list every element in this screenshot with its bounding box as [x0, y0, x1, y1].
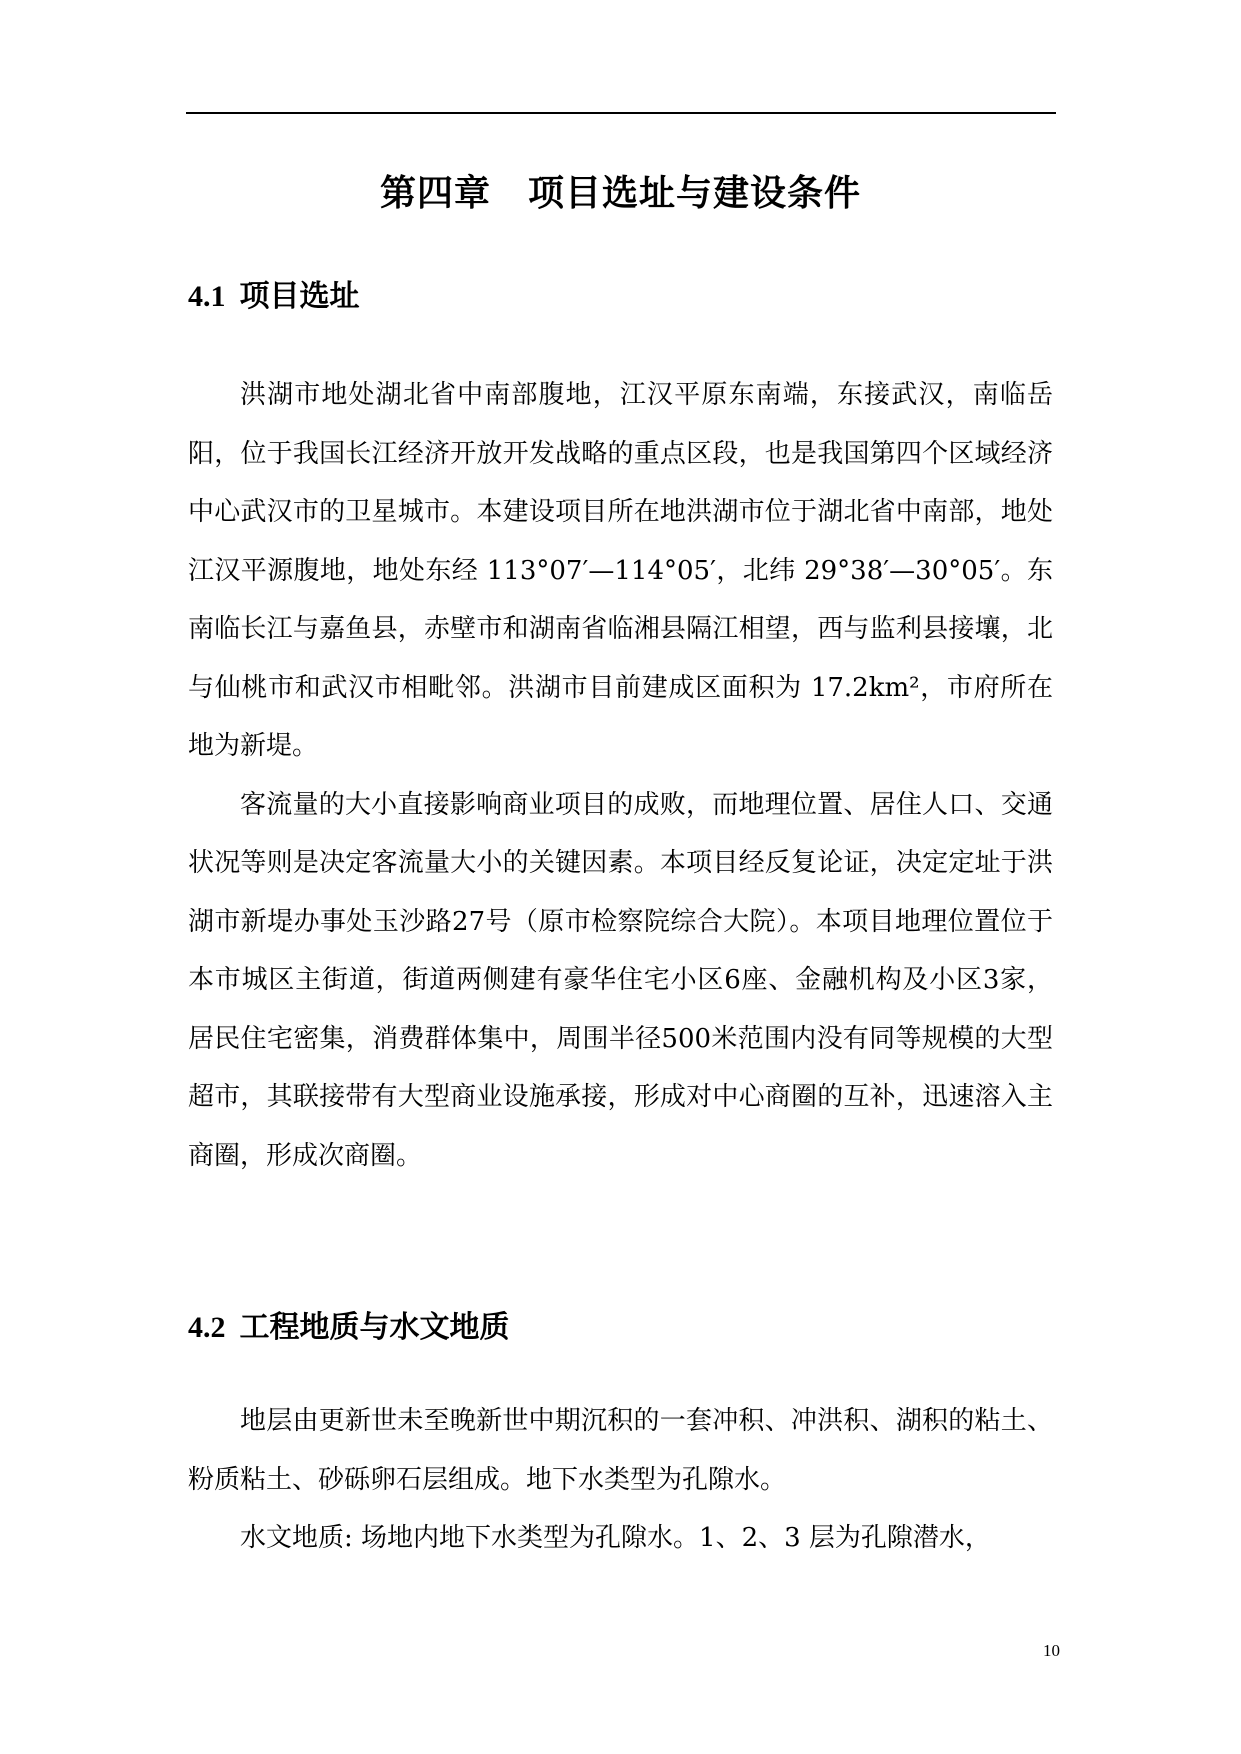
section-title: 项目选址: [239, 279, 360, 314]
paragraph: 客流量的大小直接影响商业项目的成败，而地理位置、居住人口、交通状况等则是决定客流量大小的关键因素。本项目经反复论证，决定定址于洪湖市新堤办事处玉沙路27号（原市检察院综合大院）。本项目地理位置位于本市城区主街道，街道两侧建有豪华住宅小区6座、金融机构及小区3家，居民住宅密集，消费群体集中，周围半径500米范围内没有同等规模的大型超市，其联接带有大型商业设施承接，形成对中心商圈的互补，迅速溶入主商圈，形成次商圈。: [188, 789, 1053, 1171]
paragraph: 地层由更新世未至晚新世中期沉积的一套冲积、冲洪积、湖积的粘土、粉质粘土、砂砾卵石层组成。地下水类型为孔隙水。: [188, 1406, 1053, 1495]
header-rule: [186, 112, 1056, 114]
section-heading-4-1: [188, 275, 360, 319]
section-title: 工程地质与水文地质: [239, 1310, 510, 1345]
chapter-title: 第四章 项目选址与建设条件: [379, 173, 861, 214]
page-number: 10: [1043, 1641, 1060, 1660]
section-number: 4.2: [188, 1311, 226, 1344]
section-heading-4-2: [188, 1306, 510, 1350]
section-4-2-body: [188, 1392, 1053, 1568]
section-number: 4.1: [188, 280, 226, 313]
section-4-1-body: [188, 366, 1053, 1185]
paragraph: 洪湖市地处湖北省中南部腹地，江汉平原东南端，东接武汉，南临岳阳，位于我国长江经济开放开发战略的重点区段，也是我国第四个区域经济中心武汉市的卫星城市。本建设项目所在地洪湖市位于湖北省中南部，地处江汉平源腹地，地处东经 113°07′—114°05′，北纬 29°38′—30°05′。东南临长江与嘉鱼县，赤壁市和湖南省临湘县隔江相望，西与监利县接壤，北与仙桃市和武汉市相毗邻。洪湖市目前建成区面积为 17.2km²，市府所在地为新堤。: [188, 380, 1053, 761]
paragraph: 水文地质: 场地内地下水类型为孔隙水。1、2、3 层为孔隙潜水，: [240, 1523, 991, 1553]
